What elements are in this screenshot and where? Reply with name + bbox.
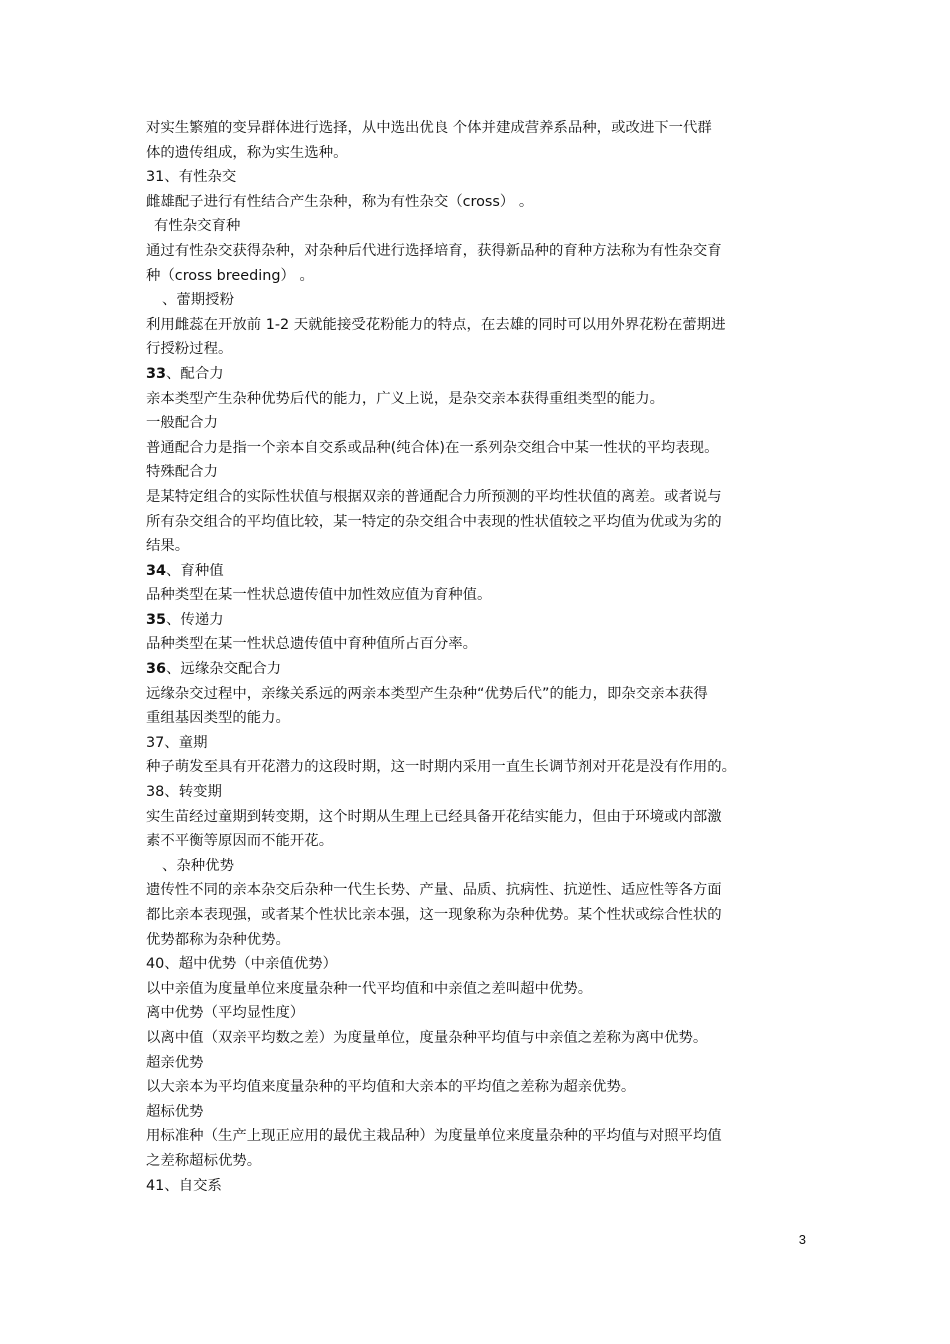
text-line: 、蕾期授粉 [162, 292, 234, 309]
text-line: 是某特定组合的实际性状值与根据双亲的普通配合力所预测的平均性状值的离差。或者说与 [146, 488, 722, 505]
text-line: 、杂种优势 [162, 857, 234, 874]
section-number: 36 [146, 661, 167, 678]
document-body [146, 116, 816, 1198]
text-line: 实生苗经过童期到转变期，这个时期从生理上已经具备开花结实能力，但由于环境或内部激 [146, 808, 722, 825]
text-line: 37、童期 [146, 734, 208, 751]
section-title: 、育种值 [166, 562, 224, 579]
text-line: 38、转变期 [146, 784, 222, 801]
text-line: 品种类型在某一性状总遗传值中加性效应值为育种值。 [146, 587, 492, 604]
text-line: 种（cross breeding） 。 [146, 267, 314, 284]
text-line: 优势都称为杂种优势。 [146, 931, 290, 948]
text-line: 一般配合力 [146, 415, 218, 432]
text-line: 种子萌发至具有开花潜力的这段时期，这一时期内采用一直生长调节剂对开花是没有作用的。 [146, 759, 737, 776]
page-number: 3 [798, 1232, 806, 1247]
text-line: 以中亲值为度量单位来度量杂种一代平均值和中亲值之差叫超中优势。 [146, 980, 593, 997]
text-line: 用标准种（生产上现正应用的最优主栽品种）为度量单位来度量杂种的平均值与对照平均值 [146, 1128, 722, 1145]
text-line: 品种类型在某一性状总遗传值中育种值所占百分率。 [146, 636, 477, 653]
section-number: 34 [146, 562, 167, 579]
text-line: 以大亲本为平均值来度量杂种的平均值和大亲本的平均值之差称为超亲优势。 [146, 1079, 636, 1096]
text-line: 重组基因类型的能力。 [146, 710, 290, 727]
section-title: 、传递力 [166, 611, 224, 628]
text-line: 远缘杂交过程中，亲缘关系远的两亲本类型产生杂种“优势后代”的能力，即杂交亲本获得 [146, 685, 708, 702]
text-line: 超标优势 [146, 1103, 204, 1120]
section-number: 33 [146, 365, 167, 382]
text-line: 普通配合力是指一个亲本自交系或品种(纯合体)在一系列杂交组合中某一性状的平均表现。 [146, 439, 719, 456]
text-line: 之差称超标优势。 [146, 1152, 262, 1169]
text-line: 通过有性杂交获得杂种，对杂种后代进行选择培育，获得新品种的育种方法称为有性杂交育 [146, 242, 722, 259]
text-line [146, 608, 816, 633]
text-line: 特殊配合力 [146, 464, 218, 481]
text-line: 对实生繁殖的变异群体进行选择，从中选出优良 个体并建成营养系品种，或改进下一代群 [146, 120, 712, 136]
text-line [146, 657, 816, 682]
text-line: 40、超中优势（中亲值优势） [146, 956, 337, 973]
text-line: 所有杂交组合的平均值比较，某一特定的杂交组合中表现的性状值较之平均值为优或为劣的 [146, 513, 722, 530]
text-line: 雌雄配子进行有性结合产生杂种，称为有性杂交（cross） 。 [146, 193, 534, 210]
text-line: 超亲优势 [146, 1054, 204, 1071]
text-line: 都比亲本表现强，或者某个性状比亲本强，这一现象称为杂种优势。某个性状或综合性状的 [146, 907, 722, 923]
text-line: 行授粉过程。 [146, 341, 233, 358]
text-line: 利用雌蕊在开放前 1-2 天就能接受花粉能力的特点，在去雄的同时可以用外界花粉在蕾期进 [146, 316, 726, 333]
text-line: 以离中值（双亲平均数之差）为度量单位，度量杂种平均值与中亲值之差称为离中优势。 [146, 1029, 708, 1046]
text-line [146, 362, 816, 387]
text-line: 体的遗传组成，称为实生选种。 [146, 144, 348, 161]
text-line: 有性杂交育种 [154, 218, 241, 235]
text-line: 遗传性不同的亲本杂交后杂种一代生长势、产量、品质、抗病性、抗逆性、适应性等各方面 [146, 882, 722, 899]
section-title: 、远缘杂交配合力 [166, 661, 282, 678]
text-line: 41、自交系 [146, 1177, 222, 1194]
text-line: 素不平衡等原因而不能开花。 [146, 833, 334, 850]
text-line: 离中优势（平均显性度） [146, 1005, 305, 1022]
text-line [146, 559, 816, 584]
section-title: 、配合力 [166, 365, 224, 382]
text-line: 31、有性杂交 [146, 169, 237, 186]
text-line: 亲本类型产生杂种优势后代的能力，广义上说，是杂交亲本获得重组类型的能力。 [146, 390, 665, 407]
section-number: 35 [146, 611, 167, 628]
text-line: 结果。 [146, 538, 190, 555]
